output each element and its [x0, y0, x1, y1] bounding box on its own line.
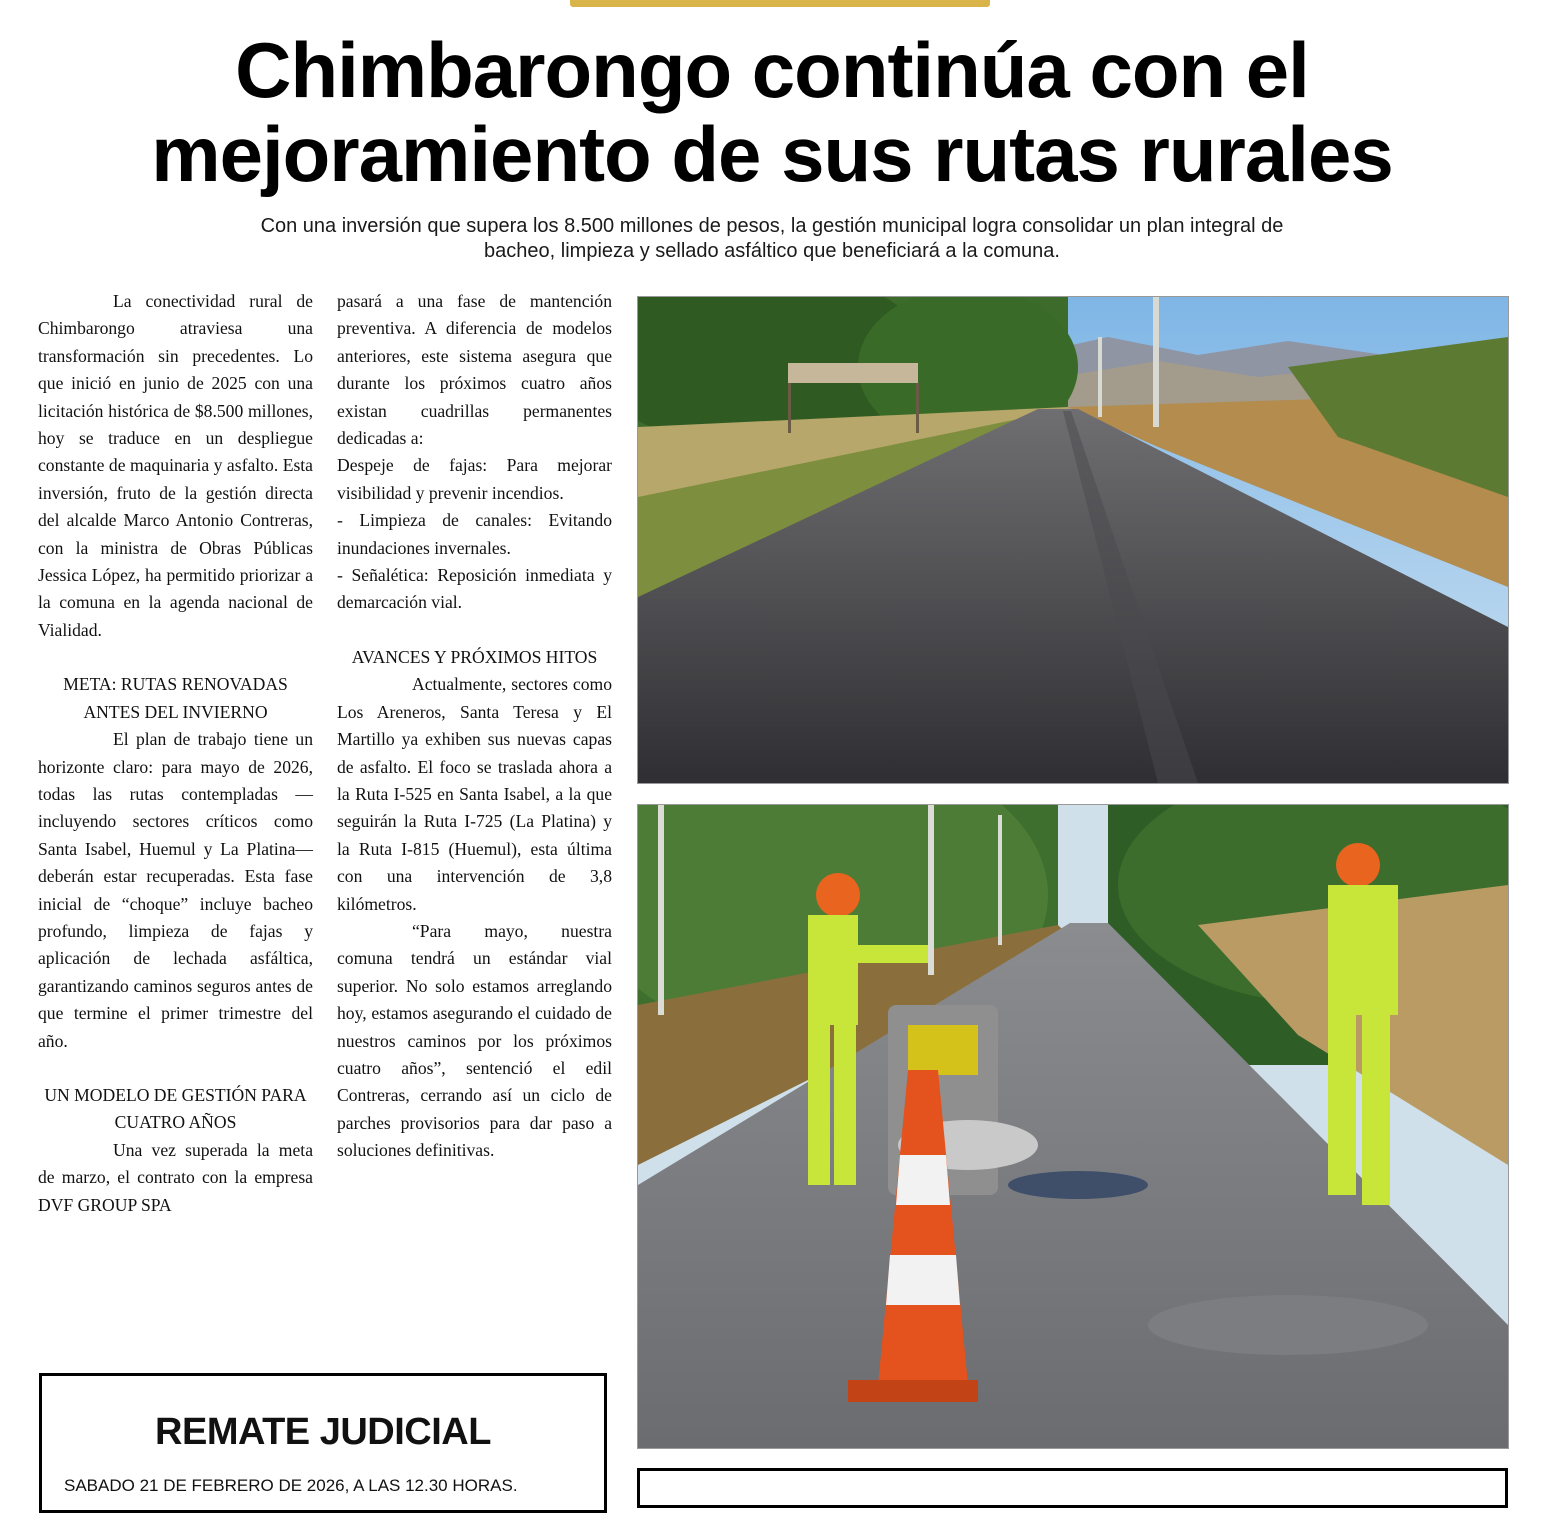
- article-column-2: [337, 288, 612, 1165]
- photo-road-workers: [637, 804, 1509, 1449]
- continuation-paragraph: pasará a una fase de mantención preventiva. A diferencia de modelos anteriores, este sistema asegura que durante los próximos cuatro años existan cuadrillas permanentes dedicadas a:: [337, 291, 612, 449]
- bottom-notice-box: [637, 1468, 1508, 1508]
- article-column-1: [38, 288, 313, 1219]
- section-kicker-strip: [570, 0, 990, 7]
- list-item-canales: - Limpieza de canales: Evitando inundaciones invernales.: [337, 510, 612, 558]
- remate-judicial-title: REMATE JUDICIAL: [155, 1411, 491, 1453]
- list-item-fajas: Despeje de fajas: Para mejorar visibilidad y prevenir incendios.: [337, 455, 612, 503]
- section-meta-body: El plan de trabajo tiene un horizonte claro: para mayo de 2026, todas las rutas contempladas —incluyendo sectores críticos como Santa Isabel, Huemul y La Platina— deberán estar recuperadas. Esta fase inicial de “choque” incluye bacheo profundo, limpieza de fajas y aplicación de lechada asfáltica, garantizando caminos seguros antes de que termine el primer trimestre del año.: [38, 729, 313, 1051]
- section-modelo-body: Una vez superada la meta de marzo, el contrato con la empresa DVF GROUP SPA: [38, 1139, 313, 1215]
- section-heading-modelo: UN MODELO DE GESTIÓN PARA CUATRO AÑOS: [44, 1084, 307, 1133]
- article-headline: Chimbarongo continúa con el mejoramiento de sus rutas rurales: [151, 26, 1393, 198]
- worker-right: [1328, 843, 1398, 1205]
- section-heading-avances: AVANCES Y PRÓXIMOS HITOS: [351, 646, 598, 667]
- section-avances-body: Actualmente, sectores como Los Areneros, Santa Teresa y El Martillo ya exhiben sus nuevas capas de asfalto. El foco se traslada ahora a la Ruta I-525 en Santa Isabel, a la que seguirán la Ruta I-725 (La Platina) y la Ruta I-815 (Huemul), esta última con una intervención de 3,8 kilómetros.: [337, 674, 612, 914]
- section-heading-meta: META: RUTAS RENOVADAS ANTES DEL INVIERNO: [63, 674, 288, 722]
- photo-paved-road: [637, 296, 1509, 784]
- article-intro-paragraph: La conectividad rural de Chimbarongo atraviesa una transformación sin precedentes. Lo que inició en junio de 2025 con una licitación histórica de $8.500 millones, hoy se traduce en un despliegue constante de maquinaria y asfalto. Esta inversión, fruto de la gestión directa del alcalde Marco Antonio Contreras, con la ministra de Obras Públicas Jessica López, ha permitido priorizar a la comuna en la agenda nacional de Vialidad.: [38, 291, 313, 640]
- remate-judicial-date: SABADO 21 DE FEBRERO DE 2026, A LAS 12.30 HORAS.: [64, 1476, 518, 1495]
- article-subheadline: Con una inversión que supera los 8.500 millones de pesos, la gestión municipal logra consolidar un plan integral de bacheo, limpieza y sellado asfáltico que beneficiará a la comuna.: [260, 215, 1284, 262]
- mayor-quote-paragraph: “Para mayo, nuestra comuna tendrá un estándar vial superior. No solo estamos arreglando hoy, estamos asegurando el cuidado de nuestros caminos por los próximos cuatro años”, sentenció el edil Contreras, cerrando así un ciclo de parches provisorios para dar paso a soluciones definitivas.: [337, 920, 612, 1161]
- list-item-senaletica: - Señalética: Reposición inmediata y demarcación vial.: [337, 565, 612, 613]
- remate-judicial-box: [39, 1373, 607, 1513]
